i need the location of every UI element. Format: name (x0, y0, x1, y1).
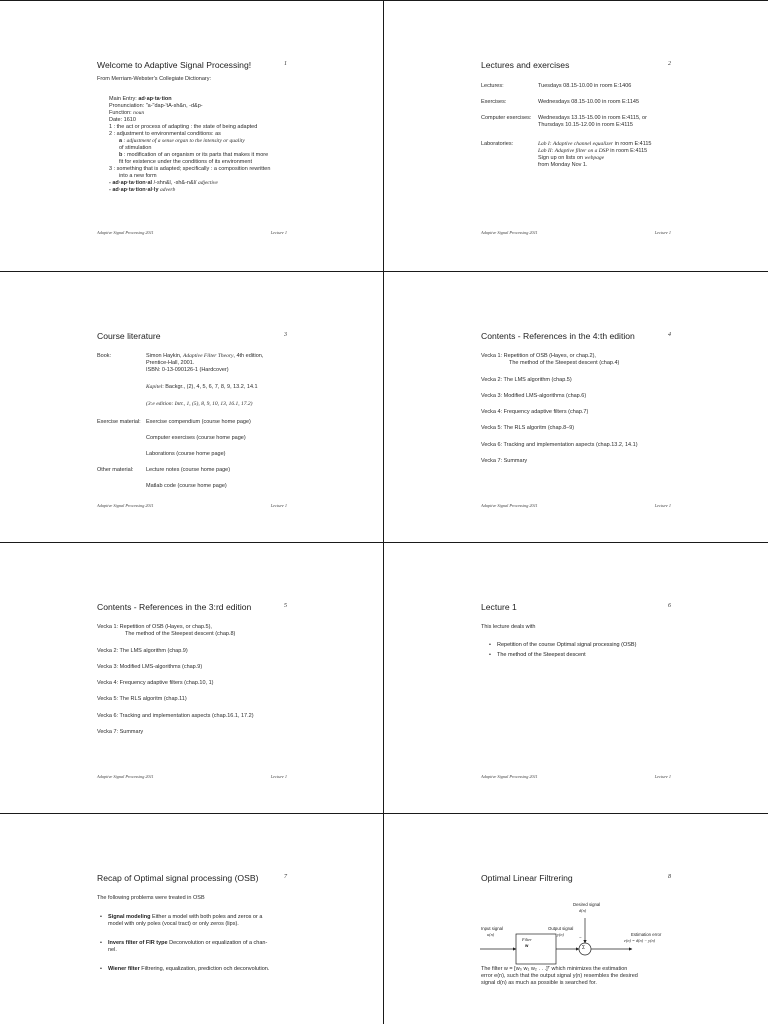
bullet-item: • The method of the Steepest descent (497, 652, 586, 659)
week-item: Vecka 1: Repetition of OSB (Hayes, or chap.2), (481, 353, 596, 359)
week-item-cont: The method of the Steepest descent (chap.4) (509, 360, 620, 366)
chapters: Kapitel: Backgr., (2), 4, 5, 6, 7, 8, 9, 13.2, 14.1 (146, 384, 258, 390)
minus-sign: − (579, 935, 582, 940)
exercises-value: Wednesdays 08.15-10.00 in room E:1145 (538, 99, 640, 105)
slide-1 (0, 1, 383, 272)
input-signal-label: Input signal (481, 926, 503, 931)
output-signal-label: Output signal (548, 926, 574, 931)
week-item: Vecka 2: The LMS algorithm (chap.9) (97, 648, 188, 654)
slide-title: Course literature (97, 331, 161, 341)
bullet-signal-modeling: • Signal modeling Either a model with both poles and zeros or a (108, 914, 262, 921)
footer-lecture: Lecture 1 (654, 503, 671, 508)
slide-4 (384, 272, 767, 543)
book-label: Book: (97, 353, 112, 359)
slide-number: 3 (284, 332, 287, 338)
week-item: Vecka 7: Summary (97, 729, 144, 735)
lab-1: Lab I: Adaptive channel equalizer in room E:4115 (538, 141, 652, 147)
week-item: Vecka 5: The RLS algoritm (chap.11) (97, 696, 187, 702)
definition-2: 2 : adjustment to environmental conditions: as (109, 131, 221, 137)
exercise-material-label: Exercise material: (97, 419, 141, 425)
bullet-invers-filter: • Invers filter of FIR type Deconvolution or equalization of a chan- (108, 940, 267, 947)
output-signal-var: y(n) (557, 932, 564, 937)
intro-text: The following problems were treated in OSB (97, 895, 205, 901)
filter-description-2: error e(n), such that the output signal y(n) resembles the desired (481, 973, 638, 979)
slide-8 (384, 814, 767, 1024)
other-item: Lecture notes (course home page) (146, 467, 231, 473)
bullet-wiener-filter: • Wiener filter Filtrering, equalization, prediction och deconvolution. (108, 966, 269, 973)
footer-course: Adaptive Signal Processing 2011 (481, 774, 538, 779)
slide-7 (0, 814, 383, 1024)
week-item: Vecka 3: Modified LMS-algorithms (chap.6) (481, 393, 587, 399)
bullet-signal-modeling-cont: model with only poles (vocal tract) or only zeros (lips). (108, 921, 239, 927)
footer-course: Adaptive Signal Processing 2011 (97, 774, 154, 779)
footer-lecture: Lecture 1 (270, 503, 287, 508)
lab-date: from Monday Nov 1. (538, 162, 588, 168)
lab-2: Lab II: Adaptive filter on a DSP in room E:4115 (538, 148, 648, 154)
slide-2 (384, 1, 767, 272)
slide-title: Optimal Linear Filtrering (481, 873, 573, 883)
slide-title: Lecture 1 (481, 602, 517, 612)
date: Date: 1610 (109, 117, 136, 123)
exercise-item: Computer exercises (course home page) (146, 435, 246, 441)
filter-var: w (525, 943, 529, 948)
definition-3: 3 : something that is adapted; specifically : a composition rewritten (109, 166, 271, 172)
slide-3 (0, 272, 383, 543)
summation-symbol: Σ (582, 945, 586, 951)
definition-2b-cont: fit for existence under the conditions of its environment (119, 159, 252, 165)
derivative-2: - ad·ap·ta·tion·al·ly adverb (109, 187, 176, 193)
lectures-value: Tuesdays 08.15-10.00 in room E:1406 (538, 83, 632, 89)
slide-number: 7 (284, 874, 287, 880)
week-item: Vecka 6: Tracking and implementation aspects (chap.13.2, 14.1) (481, 442, 638, 448)
intro-text: This lecture deals with (481, 624, 536, 630)
book-publisher: Prentice-Hall, 2001. (146, 360, 195, 366)
desired-signal-label: Desired signal (573, 902, 601, 907)
lectures-label: Lectures: (481, 83, 504, 89)
slide-number: 4 (668, 332, 671, 338)
other-item: Matlab code (course home page) (146, 483, 227, 489)
week-item-cont: The method of the Steepest descent (chap.8) (125, 631, 236, 637)
estimation-error-label: Estimation error (631, 932, 662, 937)
week-item: Vecka 5: The RLS algoritm (chap.8–9) (481, 425, 575, 431)
bullet-invers-filter-cont: nel. (108, 947, 117, 953)
estimation-error-eq: e(n) = d(n) − y(n) (624, 938, 656, 943)
computer-exercises-value-2: Thursdays 10.15-12.00 in room E:4115 (538, 122, 633, 128)
desired-signal-var: d(n) (579, 908, 587, 913)
input-signal-var: u(n) (487, 932, 495, 937)
derivative-1: - ad·ap·ta·tion·al /-shn&l, -sh&-n&l/ adjective (109, 180, 218, 186)
function: Function: noun (109, 110, 145, 116)
slide-title: Welcome to Adaptive Signal Processing! (97, 60, 252, 70)
slide-number: 1 (284, 61, 287, 67)
definition-2a: a : adjustment of a sense organ to the intensity or quality (119, 138, 245, 144)
book-isbn: ISBN: 0-13-090126-1 (Hardcover) (146, 367, 229, 373)
definition-2b: b : modification of an organism or its parts that makes it more (119, 152, 269, 158)
slide-title: Recap of Optimal signal processing (OSB) (97, 873, 259, 883)
slide-number: 5 (284, 603, 287, 609)
footer-lecture: Lecture 1 (270, 230, 287, 235)
bullet-item: • Repetition of the course Optimal signal processing (OSB) (497, 642, 636, 649)
slide-title: Lectures and exercises (481, 60, 570, 70)
slide-title: Contents - References in the 3:rd edition (97, 602, 252, 612)
exercise-item: Exercise compendium (course home page) (146, 419, 251, 425)
slide-number: 6 (668, 603, 671, 609)
definition-2a-cont: of stimulation (119, 145, 152, 151)
footer-lecture: Lecture 1 (654, 230, 671, 235)
definition-3-cont: into a new form (119, 173, 157, 179)
pronunciation: Pronunciation: "a-"dap-'tA-sh&n, -d&p- (109, 103, 203, 109)
filter-label: Filter (522, 937, 532, 942)
laboratories-label: Laboratories: (481, 141, 514, 147)
slide-6 (384, 543, 767, 814)
dictionary-source: From Merriam-Webster's Collegiate Dictionary: (97, 76, 212, 82)
slide-5 (0, 543, 383, 814)
footer-lecture: Lecture 1 (270, 774, 287, 779)
computer-exercises-label: Computer exercises: (481, 115, 532, 121)
definition-1: 1 : the act or process of adapting : the state of being adapted (109, 124, 258, 130)
book-title: Simon Haykin, Adaptive Filter Theory, 4th edition, (146, 353, 264, 359)
computer-exercises-value-1: Wednesdays 13.15-15.00 in room E:4115, or (538, 115, 647, 121)
other-material-label: Other material: (97, 467, 134, 473)
footer-course: Adaptive Signal Processing 2011 (97, 503, 154, 508)
slide-number: 8 (668, 874, 671, 880)
footer-course: Adaptive Signal Processing 2011 (481, 230, 538, 235)
slide-title: Contents - References in the 4:th edition (481, 331, 635, 341)
week-item: Vecka 4: Frequency adaptive filters (chap.7) (481, 409, 589, 415)
week-item: Vecka 4: Frequency adaptive filters (chap.10, 1) (97, 680, 214, 686)
filter-description-1: The filter w = [w₀ w₁ w₂ . . .]ᵀ which minimizes the estimation (481, 966, 628, 972)
slide-number: 2 (668, 61, 671, 67)
footer-course: Adaptive Signal Processing 2011 (481, 503, 538, 508)
exercise-item: Laborations (course home page) (146, 451, 226, 457)
chapters-3rd-edition: (3:e edition: Intr., 1, (5), 8, 9, 10, 13, 16.1, 17.2) (146, 401, 253, 407)
week-item: Vecka 1: Repetition of OSB (Hayes, or chap.5), (97, 624, 212, 630)
week-item: Vecka 7: Summary (481, 458, 528, 464)
exercises-label: Exercises: (481, 99, 507, 105)
filter-description-3: signal d(n) as much as possible is searched for. (481, 980, 597, 986)
footer-lecture: Lecture 1 (654, 774, 671, 779)
week-item: Vecka 2: The LMS algorithm (chap.5) (481, 377, 572, 383)
main-entry: Main Entry: ad·ap·ta·tion (109, 96, 172, 102)
lab-signup: Sign up on lists on webpage (538, 155, 605, 161)
week-item: Vecka 6: Tracking and implementation aspects (chap.16.1, 17.2) (97, 713, 254, 719)
week-item: Vecka 3: Modified LMS-algorithms (chap.9) (97, 664, 203, 670)
footer-course: Adaptive Signal Processing 2011 (97, 230, 154, 235)
